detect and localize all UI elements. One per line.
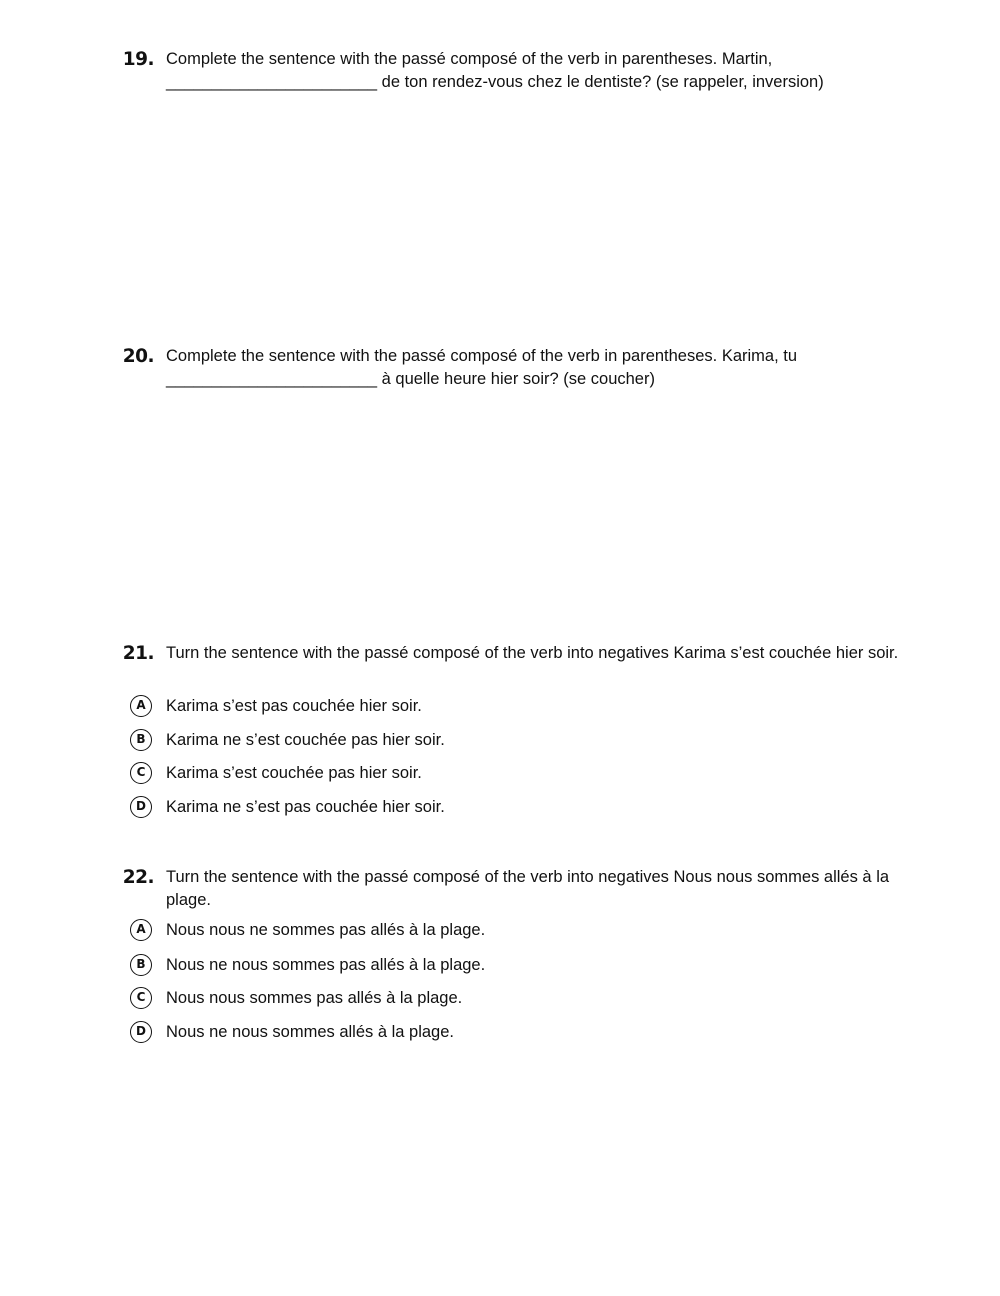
choice-letter-circle[interactable]: D (130, 1021, 152, 1043)
question-number: 19. (122, 49, 154, 70)
choice-text: Karima ne s’est couchée pas hier soir. (166, 731, 445, 749)
choice-c[interactable] (130, 761, 930, 787)
choice-letter-circle[interactable]: C (130, 987, 152, 1009)
choice-letter-circle[interactable]: B (130, 954, 152, 976)
choice-text: Nous nous ne sommes pas allés à la plage. (166, 921, 486, 939)
question-prompt: Complete the sentence with the passé composé of the verb in parentheses. Karima, tu _______________________ à quelle heure hier soir? (se coucher) (166, 347, 798, 388)
question-prompt: Turn the sentence with the passé composé of the verb into negatives Nous nous sommes allés à la plage. (166, 868, 890, 909)
choice-text: Nous nous sommes pas allés à la plage. (166, 989, 463, 1007)
question-prompt: Turn the sentence with the passé composé of the verb into negatives Karima s’est couchée hier soir. (166, 644, 899, 662)
choice-letter-circle[interactable]: C (130, 762, 152, 784)
choice-letter-circle[interactable]: A (130, 695, 152, 717)
question-number: 22. (122, 867, 154, 888)
choice-text: Nous ne nous sommes allés à la plage. (166, 1023, 454, 1041)
choice-text: Nous ne nous sommes pas allés à la plage. (166, 956, 486, 974)
choice-letter-circle[interactable]: A (130, 919, 152, 941)
choice-b[interactable] (130, 728, 930, 754)
choice-c[interactable] (130, 986, 930, 1012)
choice-d[interactable] (130, 1020, 930, 1046)
choice-text: Karima ne s’est pas couchée hier soir. (166, 798, 445, 816)
choice-d[interactable] (130, 795, 930, 821)
question-number: 21. (122, 643, 154, 664)
question-number: 20. (122, 346, 154, 367)
choice-text: Karima s’est couchée pas hier soir. (166, 764, 422, 782)
choice-letter-circle[interactable]: D (130, 796, 152, 818)
choice-a[interactable] (130, 918, 930, 944)
question-prompt: Complete the sentence with the passé composé of the verb in parentheses. Martin, _______________________ de ton rendez-vous chez le dentiste? (se rappeler, inversion) (166, 50, 824, 91)
choice-text: Karima s’est pas couchée hier soir. (166, 697, 422, 715)
choice-a[interactable] (130, 694, 930, 720)
choice-letter-circle[interactable]: B (130, 729, 152, 751)
choice-b[interactable] (130, 953, 930, 979)
